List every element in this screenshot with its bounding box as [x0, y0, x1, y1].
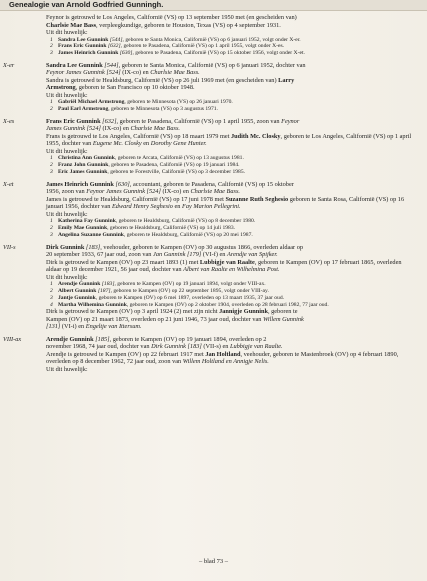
- parent-name: Charlsie Mae Bass.: [130, 125, 180, 133]
- parent-name: James Gunnink [524]: [46, 125, 101, 133]
- entry-text: Dirk is getrouwd te Kampen (OV) op 3 april 1924 (2) met zijn nicht: [46, 308, 220, 316]
- child-text: , geboren te Pasadena, Californië (VS) op 1 april 1955, volgt onder X-es.: [120, 43, 285, 50]
- child-ref: [630]: [119, 50, 133, 57]
- entry-text: Sandra is getrouwd te Healdsburg, Californië (VS) op 26 juli 1969 met (en gescheiden van): [46, 76, 277, 84]
- child-number: 1: [50, 218, 53, 225]
- parent-name: Arendje van Spijker.: [227, 251, 278, 259]
- children-list: [46, 155, 418, 175]
- person-ref: [183]: [85, 243, 101, 251]
- child-name: Katherina Fay Gunnink: [58, 218, 116, 225]
- generation-label: X-es: [3, 117, 15, 125]
- parent-name: Willem Gunnink: [263, 315, 304, 323]
- child-number: 2: [50, 106, 53, 113]
- parent-name: Edward Henry Seghesio: [111, 203, 173, 211]
- generation-label: VII-s: [3, 243, 16, 251]
- child-name: Jantje Gunnink: [58, 294, 96, 301]
- marriage-label: Uit dit huwelijk:: [46, 147, 88, 155]
- parent-name: Charlsie Mae Bass.: [150, 69, 200, 77]
- spouse-name: Judith Mc. Closky: [231, 132, 281, 140]
- child-name: Martha Wilhemina Gunnink: [58, 301, 127, 308]
- child-number: 2: [50, 43, 53, 50]
- entry-text: 1956, zoon van: [46, 188, 87, 196]
- page-number: – blad 73 –: [198, 558, 229, 565]
- intro-text: , verpleegkundige, geboren te Houston, Texas (VS) op 4 september 1931.: [96, 21, 281, 29]
- child-number: 2: [50, 225, 53, 232]
- entry-text: , geboren te Pasadena, Californië (VS) op 1 april 1955, zoon van: [116, 117, 280, 125]
- person-name: Arendje Gunnink: [46, 335, 94, 343]
- child-text: , geboren te Pasadena, Californië (VS) op 19 januari 1984.: [108, 162, 240, 169]
- entry-text: (VI-i) en: [60, 323, 86, 331]
- genealogy-entry: [3, 61, 418, 113]
- parent-name: Feynor James Gunnink [524]: [46, 69, 121, 77]
- child-name: Eric James Gunnink: [58, 169, 108, 176]
- generation-label: X-er: [3, 61, 15, 69]
- child-ref: [632]: [107, 43, 121, 50]
- entry-line: [46, 118, 418, 126]
- child-number: 3: [50, 169, 53, 176]
- spouse-name: Charlsie Mae Bass: [46, 21, 97, 29]
- child-text: , geboren te Minnesota (VS) op 26 januari 1970.: [124, 99, 233, 106]
- child-ref: [187]: [97, 288, 111, 295]
- entry-text: , veehouder, geboren te Kampen (OV) op 30 augustus 1866, overleden aldaar op: [100, 243, 304, 251]
- person-name: Sandra Lee Gunnink: [46, 61, 103, 69]
- intro-line: Feynor is getrouwd te Los Angeles, Californië (VS) op 13 september 1950 met (en gescheiden van): [46, 14, 297, 21]
- entry-line: [46, 323, 418, 331]
- parent-name: Dorothy: [150, 140, 172, 148]
- person-ref: [185]: [95, 335, 110, 343]
- entry-line: [46, 259, 418, 274]
- entry-line: [46, 351, 418, 366]
- genealogy-entry: [3, 335, 418, 374]
- entry-line: [46, 251, 418, 259]
- children-list: [46, 281, 418, 308]
- child-name: James Heinrich Gunnink: [58, 50, 119, 57]
- child-item: [50, 301, 418, 309]
- entry-line: [46, 308, 418, 316]
- genealogy-entry: [3, 180, 418, 239]
- child-ref: [544]: [109, 36, 123, 43]
- entry-line: [46, 196, 418, 211]
- intro-line: [46, 22, 418, 30]
- spouse-name: Larry: [278, 76, 295, 84]
- spouse-name: Armstrong: [46, 84, 76, 92]
- document-body: [3, 14, 418, 378]
- parent-name: Feynor: [281, 117, 300, 125]
- genealogy-entry: [3, 117, 418, 176]
- parent-name: Albert van Raalte en Wilhelmina Post.: [183, 266, 280, 274]
- child-ref: [183]: [101, 281, 115, 288]
- child-number: 1: [50, 281, 53, 288]
- person-ref: [544]: [104, 61, 119, 69]
- child-name: Arendje Gunnink: [58, 281, 101, 288]
- child-number: 4: [50, 301, 53, 308]
- child-number: 1: [50, 99, 53, 106]
- parent-name: Jan Gunnink [179]: [153, 251, 202, 259]
- marriage-label: Uit dit huwelijk:: [46, 210, 88, 218]
- entry-line: [46, 336, 418, 344]
- parent-name: Dirk Gunnink [183]: [151, 343, 202, 351]
- child-item: [50, 106, 418, 113]
- marriage-label: Uit dit huwelijk:: [46, 91, 88, 99]
- page-header-bar: [0, 0, 427, 11]
- parent-name: Gene Hunter.: [173, 140, 207, 148]
- child-number: 2: [50, 162, 53, 169]
- entry-line: [46, 77, 418, 85]
- person-name: James Heinrich Gunnink: [46, 180, 114, 188]
- child-number: 1: [50, 155, 53, 162]
- child-name: Franz John Gunnink: [58, 162, 109, 169]
- entry-text: James is getrouwd te Healdsburg, Californië (VS) op 17 juni 1978 met: [46, 195, 224, 203]
- child-name: Angelina Suzanne Gunnink: [58, 231, 124, 238]
- entry-line: [46, 181, 418, 189]
- child-item: [50, 225, 418, 232]
- parent-name: Feynor James Gunnink [524]: [86, 188, 161, 196]
- spouse-name: Jannigje Gunnink: [219, 308, 268, 316]
- marriage-label: Uit dit huwelijk:: [46, 365, 88, 373]
- genealogy-entry: [3, 243, 418, 331]
- marriage-label: Uit dit huwelijk:: [46, 29, 88, 36]
- child-text: , geboren te Santa Monica, Californië (VS) op 6 januari 1952, volgt onder X-er.: [122, 36, 301, 43]
- intro-entry: [46, 14, 418, 57]
- person-ref: [630]: [115, 180, 130, 188]
- child-number: 3: [50, 231, 53, 238]
- child-text: , geboren te Kampen (OV) op 19 januari 1894, volgt onder VIII-ax.: [114, 281, 266, 288]
- entry-line: [46, 343, 418, 351]
- child-name: Christina Ann Gunnink: [58, 155, 115, 162]
- person-ref: [632]: [102, 117, 117, 125]
- entry-line: [46, 69, 418, 77]
- entry-line: [46, 125, 418, 133]
- entry-text: en: [141, 140, 151, 148]
- entry-text: , geboren te Los Angeles, Californië (VS) op 1 april 1955, dochter van: [46, 132, 412, 148]
- spouse-name: Jan Holtland: [205, 350, 241, 358]
- parent-name: Willem: [182, 358, 201, 366]
- entry-text: geboren te Santa Rosa, Californië (VS) op 16 januari 1956, dochter van: [46, 195, 405, 211]
- generation-label: X-et: [3, 180, 14, 188]
- child-text: , geboren te Healdsburg, Californië (VS) op 20 mei 1987.: [123, 231, 253, 238]
- child-text: , geboren te Kampen (OV) op 22 september 1895, volgt onder VIII-ay.: [110, 288, 269, 295]
- parent-name: Fay Marion Pellegrini.: [182, 203, 241, 211]
- children-list: [46, 99, 418, 113]
- entry-text: (VI-f) en: [201, 251, 228, 259]
- entry-text: en: [172, 203, 181, 211]
- entry-text: , geboren te San Francisco op 10 oktober 1948.: [75, 84, 195, 92]
- child-item: [50, 288, 418, 295]
- entry-line: [46, 188, 418, 196]
- child-number: 3: [50, 50, 53, 57]
- child-item: [50, 231, 418, 239]
- child-name: Albert Gunnink: [58, 288, 97, 295]
- spouse-name: Lubbigje van Raalte: [199, 258, 255, 266]
- child-number: 2: [50, 288, 53, 295]
- page-title: Genealogie van Arnold Godfried Gunningh.: [9, 0, 164, 9]
- child-text: , geboren te Healdsburg, Californië (VS) op 8 december 1980.: [115, 218, 256, 225]
- child-name: Sandra Lee Gunnink: [58, 36, 109, 43]
- parent-name: Eugene Mc. Closky: [92, 140, 142, 148]
- entry-text: , geboren te Santa Monica, Californië (VS) op 6 januari 1952, dochter van: [118, 61, 306, 69]
- child-text: , geboren te Forestville, Californië (VS) op 3 december 1985.: [107, 169, 246, 176]
- child-text: , geboren te Pasadena, Californië (VS) op 15 oktober 1956, volgt onder X-et.: [132, 50, 305, 57]
- entry-line: [46, 133, 418, 148]
- parent-name: Holtland en Annigje Nelis.: [201, 358, 269, 366]
- child-name: Paul Earl Armstrong: [58, 106, 109, 113]
- parent-name: Lubbigje van Raalte.: [229, 343, 283, 351]
- child-text: , geboren te Minnesota (VS) op 3 augustus 1971.: [108, 106, 218, 113]
- entry-text: november 1968, 74 jaar oud, dochter van: [46, 343, 152, 351]
- person-name: Dirk Gunnink: [46, 243, 85, 251]
- child-item: [50, 50, 418, 57]
- child-text: , geboren te Kampen (OV) op 2 oktober 1904, overleden op 28 februari 1982, 77 jaar oud.: [126, 301, 329, 308]
- entry-line: [46, 244, 418, 252]
- child-name: Gabriël Michael Armstrong: [58, 99, 125, 106]
- child-text: , geboren te Arcata, Californië (VS) op 13 augustus 1981.: [114, 155, 244, 162]
- child-text: , geboren te Healdsburg, Californië (VS) op 14 juli 1983.: [107, 225, 236, 232]
- person-name: Frans Eric Gunnink: [46, 117, 101, 125]
- entry-text: (IX-co) en: [160, 188, 191, 196]
- entry-text: 20 september 1933, 67 jaar oud, zoon van: [46, 251, 154, 259]
- child-name: Frans Eric Gunnink: [58, 43, 107, 50]
- entry-text: Dirk is getrouwd te Kampen (OV) op 23 maart 1893 (1) met: [46, 258, 199, 266]
- entry-text: (IX-co) en: [100, 125, 131, 133]
- entry-text: , accountant, geboren te Pasadena, Californië (VS) op 15 oktober: [129, 180, 294, 188]
- marriage-label: Uit dit huwelijk:: [46, 273, 88, 281]
- entry-text: (VII-s) en: [201, 343, 230, 351]
- parent-ref: [131]: [46, 323, 61, 331]
- entry-text: Frans is getrouwd te Los Angeles, Californië (VS) op 18 maart 1979 met: [46, 132, 230, 140]
- entry-line: [46, 316, 418, 324]
- child-item: [50, 294, 418, 302]
- entry-text: , geboren te Kampen (OV) op 17 februari 1865, overleden aldaar op 19 december 1921, 56 jaar oud, dochter van: [46, 258, 402, 274]
- entry-text: , geboren te Kampen (OV) op 19 januari 1894, overleden op 2: [109, 335, 267, 343]
- generation-label: VIII-ax: [3, 335, 22, 343]
- parent-name: Charlsie Mae Bass.: [190, 188, 240, 196]
- entry-text: , geboren te: [267, 308, 298, 316]
- child-text: , geboren te Kampen (OV) op 6 mei 1897, overleden op 13 maart 1935, 37 jaar oud.: [95, 294, 285, 301]
- entry-text: , veehouder, geboren te Mastenbroek (OV) op 4 februari 1890, overleden op 8 december 1962, 72 jaar oud, zoon van: [46, 350, 399, 366]
- child-number: 3: [50, 294, 53, 301]
- entry-text: Arendje is getrouwd te Kampen (OV) op 22 februari 1917 met: [46, 350, 204, 358]
- children-list: [46, 218, 418, 238]
- spouse-name: Suzanne Ruth Seghesio: [225, 195, 289, 203]
- entry-line: [46, 84, 418, 92]
- child-item: [50, 169, 418, 176]
- child-number: 1: [50, 36, 53, 43]
- entry-text: (IX-co) en: [120, 69, 151, 77]
- entry-text: Kampen (OV) op 21 maart 1873, overleden op 21 juni 1946, 73 jaar oud, dochter van: [46, 315, 264, 323]
- child-name: Emily Mae Gunnink: [58, 225, 108, 232]
- entry-line: [46, 62, 418, 70]
- parent-name: Engeltje van Ittersum.: [85, 323, 142, 331]
- children-list: [46, 37, 418, 57]
